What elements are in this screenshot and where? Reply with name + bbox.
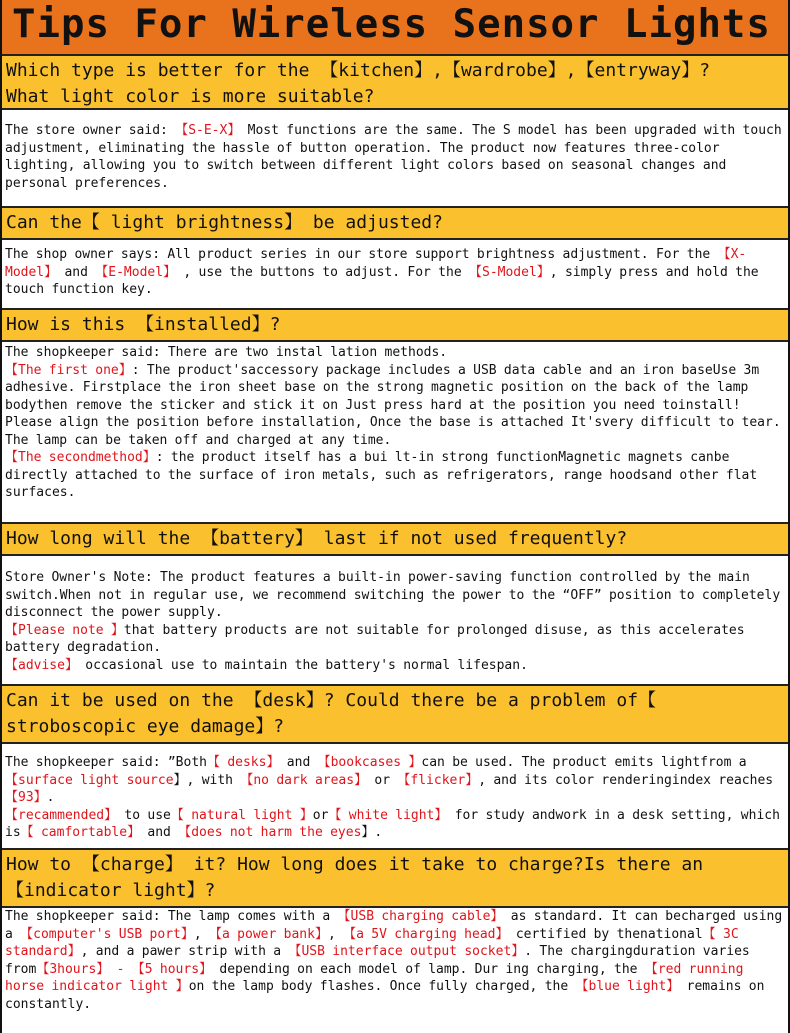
text-run: and bbox=[140, 825, 179, 840]
text-run: 】. bbox=[361, 825, 383, 840]
highlight-text: 【S-Model】 bbox=[469, 264, 550, 280]
highlight-text: 【surface light source bbox=[5, 772, 174, 788]
text-run: The shopkeeper said: ”Both bbox=[5, 755, 207, 770]
text-run: Can it be used on the 【desk】? Could there be a problem of【 stroboscopic eye damage】? bbox=[6, 690, 657, 737]
question-text bbox=[6, 526, 784, 552]
text-run: can be used. The product emits lightfrom a bbox=[421, 755, 754, 770]
text-run: or bbox=[312, 807, 329, 823]
text-run: 】, with bbox=[173, 772, 241, 788]
text-run: and bbox=[279, 755, 318, 770]
highlight-text: 【X-Model】 bbox=[5, 247, 747, 280]
highlight-text: 【 desks】 bbox=[207, 755, 280, 770]
highlight-text: 【The secondmethod】 bbox=[5, 450, 156, 465]
highlight-text: 【a power bank】 bbox=[209, 926, 328, 942]
highlight-text: 【flicker】 bbox=[397, 772, 479, 788]
highlight-text: 【advise】 bbox=[5, 657, 78, 673]
question-text bbox=[6, 688, 784, 740]
text-run: certified by thenational bbox=[508, 926, 703, 942]
text-run: to use bbox=[117, 807, 171, 823]
text-run: Which type is better for the 【kitchen】,【wardrobe】,【entryway】? What light color is more suitable? bbox=[6, 60, 711, 107]
highlight-text: 【USB interface output socket】 bbox=[288, 944, 525, 959]
question-bar-6 bbox=[2, 848, 788, 908]
page-title: Tips For Wireless Sensor Lights bbox=[12, 2, 771, 47]
text-run: Store Owner's Note: The product features a built-in power-saving function controlled by the main switch.When not in regular use, we recommend switching the power to the “OFF” position to completely disconnect the power supply. bbox=[5, 570, 781, 620]
highlight-text: 【recammended】 bbox=[5, 807, 118, 823]
answer-text bbox=[5, 908, 790, 1013]
highlight-text: 【The first one】 bbox=[5, 362, 132, 378]
text-run: and bbox=[57, 264, 96, 280]
highlight-text: 【 3C standard】 bbox=[5, 926, 746, 959]
question-text bbox=[6, 210, 784, 236]
text-run: Most functions are the same. The S model has been upgraded with touch adjustment, eliminating the hassle of button operation. The product now features three-color lighting, allowing you to switch between different light colors based on seasonal changes and personal preferences. bbox=[5, 123, 790, 191]
question-text bbox=[6, 58, 784, 110]
highlight-text: 【does not harm the eyes bbox=[178, 825, 362, 840]
text-run: : the product itself has a bui lt-in strong functionMagnetic magnets canbe directly attached to the surface of iron metals, such as refrigerators, range hoodsand other flat surfaces. bbox=[5, 450, 765, 500]
text-run: , bbox=[327, 926, 344, 942]
highlight-text: 【no dark areas】 bbox=[240, 772, 368, 788]
highlight-text: 【3hours】 - 【5 hours】 bbox=[36, 961, 213, 977]
answer-text bbox=[5, 754, 788, 842]
text-run: The shop owner says: All product series in our store support brightness adjustment. For the bbox=[5, 247, 718, 262]
highlight-text: 【 natural light 】 bbox=[170, 807, 313, 823]
text-run: or bbox=[367, 772, 398, 788]
text-run: , use the buttons to adjust. For the bbox=[176, 264, 469, 280]
highlight-text: 【a 5V charging head】 bbox=[343, 926, 509, 942]
question-bar-2 bbox=[2, 206, 788, 240]
highlight-text: 【computer's USB port】 bbox=[20, 926, 194, 942]
answer-text bbox=[5, 569, 784, 674]
text-run: occasional use to maintain the battery's normal lifespan. bbox=[77, 657, 528, 673]
highlight-text: 【S-E-X】 bbox=[175, 123, 241, 138]
highlight-text: 【blue light】 bbox=[575, 979, 680, 994]
text-run: How long will the 【battery】 last if not used frequently? bbox=[6, 528, 628, 549]
highlight-text: 【USB charging cable】 bbox=[337, 909, 504, 924]
highlight-text: 【 camfortable】 bbox=[20, 825, 141, 840]
text-run: , and a pawer strip with a bbox=[80, 944, 289, 959]
text-run: : The product'saccessory package includes a USB data cable and an iron baseUse 3m adhesive. Firstplace the iron sheet base on the strong magnetic position on the back of the lamp bodythen remove the sticker and stick it on Just press hard at the position you need toinstall! Please align the position before installation, Once the base is attached It'svery difficult to tear. The lamp can be taken off and charged at any time. bbox=[5, 362, 781, 448]
highlight-text: 【E-Model】 bbox=[95, 264, 177, 280]
title-banner bbox=[2, 0, 788, 56]
text-run: , and its color renderingindex reaches bbox=[478, 772, 781, 788]
text-run: The shopkeeper said: The lamp comes with a bbox=[5, 909, 338, 924]
question-bar-5 bbox=[2, 684, 788, 744]
question-text bbox=[6, 852, 784, 904]
text-run: , bbox=[193, 926, 210, 942]
question-bar-3 bbox=[2, 308, 788, 342]
text-run: The shopkeeper said: There are two instal lation methods. bbox=[5, 345, 448, 360]
text-run: How to 【charge】 it? How long does it take to charge?Is there an 【indicator light】? bbox=[6, 854, 704, 901]
question-text bbox=[6, 312, 784, 338]
text-run: as standard. It can becharged using a bbox=[5, 909, 790, 942]
text-run: remains on constantly. bbox=[5, 979, 772, 1012]
text-run: . bbox=[46, 790, 55, 805]
highlight-text: 【Please note 】 bbox=[5, 622, 124, 638]
highlight-text: 【red running horse indicator light 】 bbox=[5, 961, 751, 994]
text-run: Can the【 light brightness】 be adjusted? bbox=[6, 212, 443, 233]
highlight-text: 【 white light】 bbox=[328, 807, 448, 823]
text-run: for study andwork in a desk setting, which is bbox=[5, 807, 788, 840]
text-run: . The chargingduration varies from bbox=[5, 944, 758, 977]
text-run: How is this 【installed】? bbox=[6, 314, 281, 335]
answer-text bbox=[5, 122, 790, 192]
answer-text bbox=[5, 246, 784, 299]
answer-text bbox=[5, 344, 784, 502]
text-run: , simply press and hold the touch function key. bbox=[5, 264, 766, 297]
question-bar-4 bbox=[2, 522, 788, 556]
highlight-text: 【93】 bbox=[5, 790, 47, 805]
text-run: that battery products are not suitable for prolonged disuse, as this accelerates battery degradation. bbox=[5, 622, 745, 655]
text-run: on the lamp body flashes. Once fully charged, the bbox=[188, 979, 576, 994]
highlight-text: 【bookcases 】 bbox=[317, 755, 422, 770]
question-bar-1 bbox=[2, 54, 788, 110]
text-run: The store owner said: bbox=[5, 123, 176, 138]
text-run: depending on each model of lamp. Dur ing charging, the bbox=[212, 961, 645, 977]
